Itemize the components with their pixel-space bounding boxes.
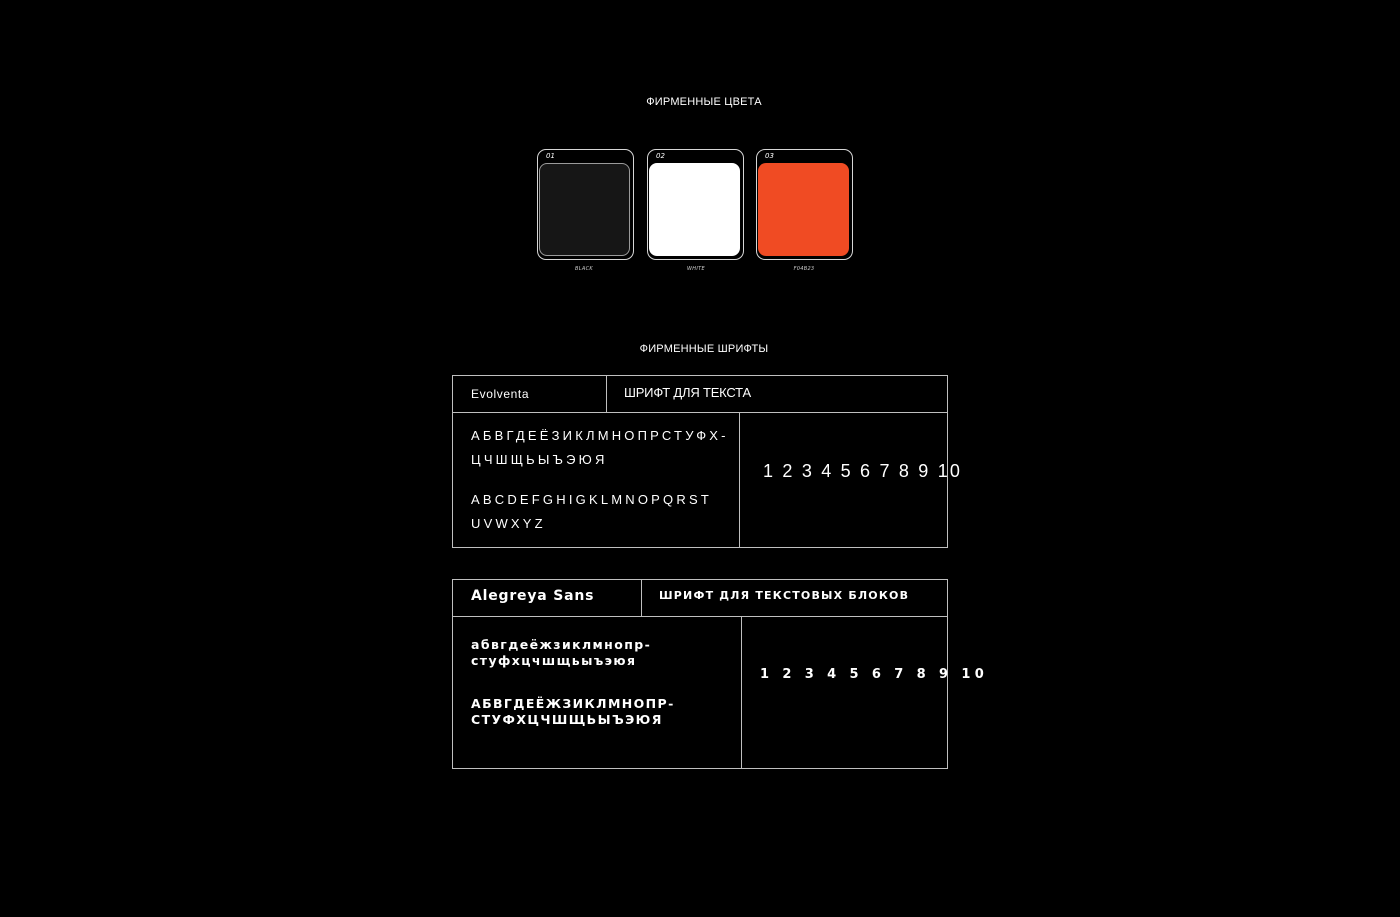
font-table-header — [453, 580, 947, 617]
alphabet-line: АБВГДЕЁЗИКЛМНОПРСТУФХ- — [471, 428, 729, 443]
swatch-white — [647, 149, 744, 260]
font-name: Evolventa — [471, 387, 530, 401]
divider — [641, 580, 642, 616]
alphabet-line: ABCDEFGHIGKLMNOPQRST — [471, 492, 712, 507]
swatch-label-orange: F04B23 — [793, 266, 815, 272]
font-purpose: ШРИФТ ДЛЯ ТЕКСТА — [624, 385, 751, 400]
swatch-number: 03 — [765, 152, 774, 160]
divider — [739, 412, 740, 547]
font-purpose: ШРИФТ ДЛЯ ТЕКСТОВЫХ БЛОКОВ — [659, 589, 910, 602]
divider — [606, 376, 607, 412]
alphabet-line: UVWXYZ — [471, 516, 546, 531]
alphabet-line: абвгдеёжзиклмнопр- — [471, 637, 652, 652]
font-table-header — [453, 376, 947, 413]
alphabet-line: СТУФХЦЧШЩЬЫЪЭЮЯ — [471, 712, 663, 727]
swatch-orange — [756, 149, 853, 260]
font-name: Alegreya Sans — [471, 588, 595, 604]
colors-section-title: ФИРМЕННЫЕ ЦВЕТА — [646, 96, 762, 108]
swatch-number: 02 — [656, 152, 665, 160]
font-table-evolventa — [452, 375, 963, 548]
digits-sample: 1 2 3 4 5 6 7 8 9 10 — [763, 461, 963, 481]
alphabet-line: стуфхцчшщьыъэюя — [471, 653, 637, 668]
swatch-fill — [649, 163, 740, 256]
swatch-label-white: WHITE — [687, 266, 705, 272]
alphabet-line: ЦЧШЩЬЫЪЭЮЯ — [471, 452, 608, 467]
fonts-section-title: ФИРМЕННЫЕ ШРИФТЫ — [639, 343, 769, 355]
digits-sample: 1 2 3 4 5 6 7 8 9 10 — [760, 667, 989, 682]
swatch-black — [537, 149, 634, 260]
swatch-number: 01 — [546, 152, 555, 160]
alphabet-line: АБВГДЕЁЖЗИКЛМНОПР- — [471, 696, 675, 711]
swatch-label-black: BLACK — [575, 266, 593, 272]
swatch-fill — [758, 163, 849, 256]
swatch-fill — [539, 163, 630, 256]
divider — [741, 616, 742, 768]
font-table-alegreya-sans — [452, 579, 989, 769]
